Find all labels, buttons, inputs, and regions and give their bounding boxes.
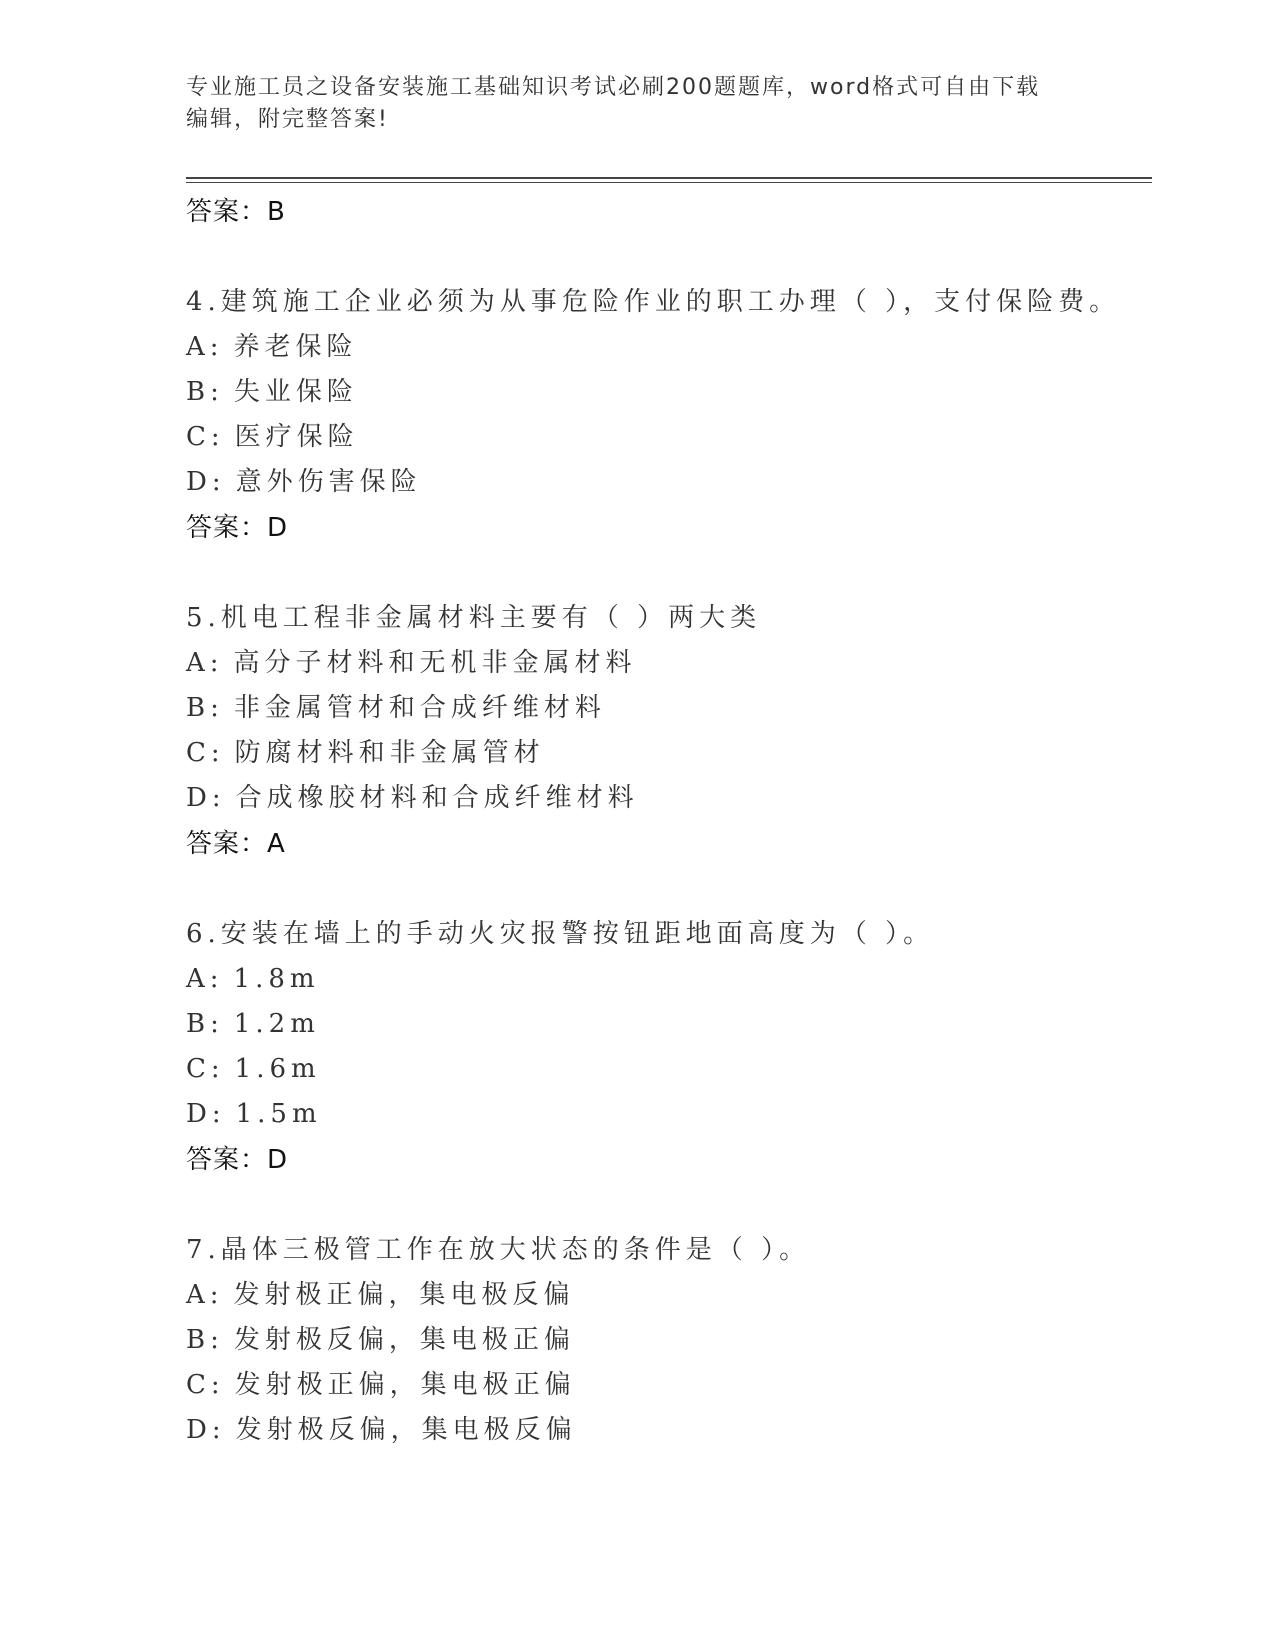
spacer (186, 235, 1152, 279)
option-letter: D: (186, 783, 226, 813)
answer-value: A (267, 829, 286, 859)
question-text: 7.晶体三极管工作在放大状态的条件是（ ）。 (186, 1235, 811, 1265)
option-letter: B: (186, 377, 224, 407)
spacer (186, 867, 1152, 911)
option-a (186, 325, 1152, 370)
answer-prefix: 答案： (186, 829, 268, 859)
option-letter: A: (186, 1280, 224, 1310)
header-line-2: 编辑，附完整答案! (186, 107, 389, 132)
option-text: 发射极正偏，集电极反偏 (233, 1280, 575, 1310)
option-a (186, 957, 1152, 1002)
answer-value: B (267, 197, 286, 227)
option-a (186, 1273, 1152, 1318)
answer-line (186, 189, 1152, 235)
question-text: 5.机电工程非金属材料主要有（ ）两大类 (186, 603, 762, 633)
option-d (186, 1092, 1152, 1137)
option-letter: D: (186, 467, 226, 497)
option-text: 1.2m (233, 1009, 320, 1039)
option-b (186, 370, 1152, 415)
option-text: 发射极正偏，集电极正偏 (234, 1370, 576, 1400)
header-divider-thin (186, 182, 1152, 183)
option-letter: B: (186, 1009, 224, 1039)
option-letter: C: (186, 738, 225, 768)
option-text: 高分子材料和无机非金属材料 (233, 648, 637, 678)
option-text: 养老保险 (233, 332, 358, 362)
option-c (186, 415, 1152, 460)
option-c (186, 1047, 1152, 1092)
question-list (186, 189, 1152, 1453)
option-text: 防腐材料和非金属管材 (234, 738, 545, 768)
header-divider (186, 177, 1152, 179)
question-text: 4.建筑施工企业必须为从事危险作业的职工办理（ ），支付保险费。 (186, 287, 1121, 317)
option-b (186, 1002, 1152, 1047)
option-letter: D: (186, 1099, 226, 1129)
option-a (186, 641, 1152, 686)
option-letter: B: (186, 693, 224, 723)
question-block (186, 595, 1152, 867)
option-letter: C: (186, 1370, 225, 1400)
document-header (186, 72, 1056, 136)
option-letter: A: (186, 332, 224, 362)
option-letter: A: (186, 964, 224, 994)
option-c (186, 731, 1152, 776)
option-text: 合成橡胶材料和合成纤维材料 (235, 783, 639, 813)
option-text: 发射极反偏，集电极正偏 (233, 1325, 575, 1355)
option-d (186, 1408, 1152, 1453)
spacer (186, 551, 1152, 595)
option-text: 1.6m (234, 1054, 321, 1084)
option-c (186, 1363, 1152, 1408)
question-block (186, 911, 1152, 1183)
option-text: 医疗保险 (234, 422, 359, 452)
question-text: 6.安装在墙上的手动火灾报警按钮距地面高度为（ ）。 (186, 919, 935, 949)
option-letter: B: (186, 1325, 224, 1355)
spacer (186, 1183, 1152, 1227)
answer-line (186, 1137, 1152, 1183)
option-d (186, 460, 1152, 505)
answer-line (186, 505, 1152, 551)
option-b (186, 1318, 1152, 1363)
answer-value: D (267, 513, 289, 543)
option-text: 1.8m (233, 964, 320, 994)
option-text: 1.5m (235, 1099, 322, 1129)
answer-prefix: 答案： (186, 197, 268, 227)
option-letter: D: (186, 1415, 226, 1445)
option-text: 非金属管材和合成纤维材料 (233, 693, 606, 723)
option-letter: A: (186, 648, 224, 678)
option-text: 意外伤害保险 (235, 467, 422, 497)
header-line-1: 专业施工员之设备安装施工基础知识考试必刷200题题库，word格式可自由下载 (186, 75, 1041, 100)
option-text: 发射极反偏，集电极反偏 (235, 1415, 577, 1445)
answer-prefix: 答案： (186, 513, 268, 543)
option-b (186, 686, 1152, 731)
question-block (186, 1227, 1152, 1453)
answer-value: D (267, 1145, 289, 1175)
option-text: 失业保险 (233, 377, 358, 407)
answer-line (186, 821, 1152, 867)
answer-prefix: 答案： (186, 1145, 268, 1175)
option-letter: C: (186, 422, 225, 452)
option-letter: C: (186, 1054, 225, 1084)
option-d (186, 776, 1152, 821)
question-block (186, 279, 1152, 551)
